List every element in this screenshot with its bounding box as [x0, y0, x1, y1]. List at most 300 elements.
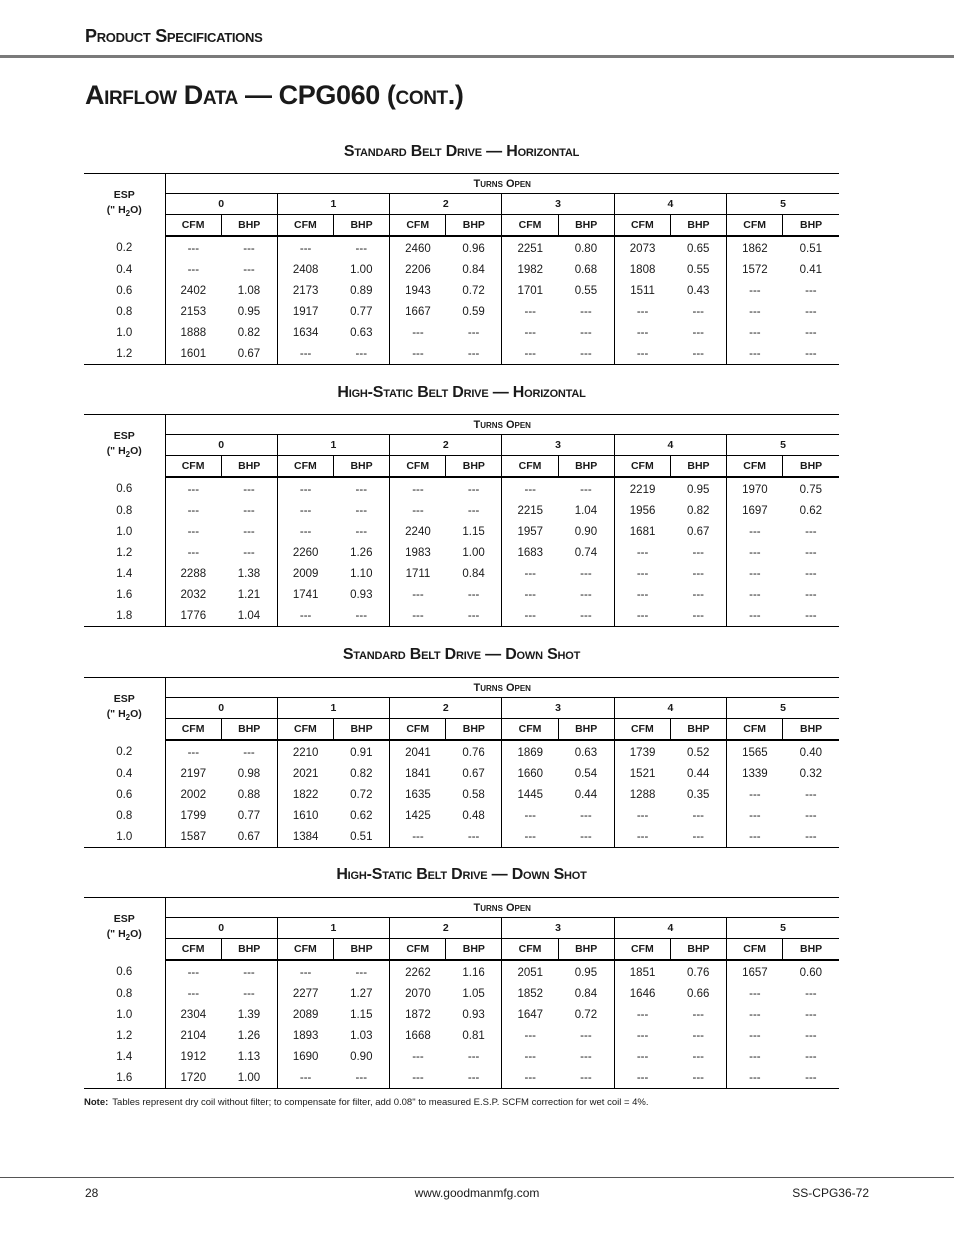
- esp-unit-label: (" H: [106, 204, 126, 217]
- bhp-value-cell: 0.62: [799, 504, 823, 517]
- bhp-value-cell: 1.04: [574, 504, 598, 517]
- cfm-value-cell: ---: [727, 983, 783, 1004]
- bhp-value-cell: ---: [692, 546, 704, 559]
- esp-unit-suffix: O): [130, 204, 142, 217]
- cfm-header: CFM: [727, 456, 783, 478]
- cfm-header: CFM: [165, 719, 221, 741]
- footnote: [84, 1097, 649, 1108]
- table-row: [84, 960, 839, 983]
- table-row: [84, 563, 839, 584]
- cfm-value-cell: ---: [614, 605, 670, 627]
- cfm-value-cell: ---: [277, 605, 333, 627]
- bhp-value-cell: 0.93: [462, 1008, 485, 1021]
- cfm-value-cell: ---: [614, 826, 670, 848]
- bhp-header: BHP: [333, 939, 389, 961]
- cfm-value-cell: 2210: [277, 740, 333, 763]
- cfm-value-cell: ---: [502, 563, 558, 584]
- cfm-value-cell: ---: [165, 259, 221, 280]
- esp-value-cell: 0.8: [116, 809, 133, 822]
- bhp-value-cell: ---: [783, 343, 839, 365]
- cfm-value-cell: ---: [502, 826, 558, 848]
- cfm-value-cell: ---: [502, 584, 558, 605]
- bhp-value-cell: ---: [243, 966, 255, 979]
- cfm-value-cell: ---: [502, 343, 558, 365]
- cfm-value-cell: 2460: [390, 236, 446, 259]
- table-row: [84, 826, 839, 848]
- bhp-value-cell: ---: [446, 343, 502, 365]
- cfm-value-cell: ---: [390, 1046, 446, 1067]
- bhp-value-cell: 0.84: [574, 987, 598, 1000]
- bhp-value-cell: 0.67: [462, 767, 485, 780]
- cfm-value-cell: 1660: [502, 763, 558, 784]
- bhp-value-cell: 0.67: [687, 525, 710, 538]
- cfm-header: CFM: [390, 456, 446, 478]
- bhp-value-cell: 0.81: [462, 1029, 485, 1042]
- bhp-value-cell: ---: [692, 809, 704, 822]
- cfm-header: CFM: [614, 456, 670, 478]
- cfm-value-cell: 2070: [390, 983, 446, 1004]
- table-title-high-static-down-shot: High-Static Belt Drive — Down Shot: [336, 866, 587, 883]
- bhp-value-cell: ---: [805, 326, 817, 339]
- cfm-value-cell: ---: [727, 826, 783, 848]
- website-link[interactable]: www.goodmanmfg.com: [414, 1186, 540, 1200]
- bhp-value-cell: 0.93: [350, 588, 373, 601]
- cfm-value-cell: 1720: [165, 1067, 221, 1089]
- cfm-value-cell: 2153: [165, 301, 221, 322]
- bhp-value-cell: ---: [243, 987, 255, 1000]
- cfm-value-cell: ---: [727, 584, 783, 605]
- cfm-value-cell: ---: [727, 1046, 783, 1067]
- cfm-value-cell: ---: [614, 301, 670, 322]
- esp-unit-subscript: 2: [125, 209, 131, 219]
- esp-value-cell: 1.6: [116, 588, 133, 601]
- esp-value-cell: 1.0: [116, 1008, 133, 1021]
- turns-column-header: 0: [165, 435, 277, 456]
- bhp-value-cell: 0.77: [350, 305, 373, 318]
- bhp-value-cell: ---: [446, 1067, 502, 1089]
- bhp-value-cell: 0.90: [350, 1050, 373, 1063]
- esp-unit-suffix: O): [130, 928, 142, 941]
- table-row: [84, 259, 839, 280]
- cfm-value-cell: ---: [727, 1004, 783, 1025]
- cfm-value-cell: 1657: [727, 960, 783, 983]
- bhp-value-cell: ---: [446, 605, 502, 627]
- cfm-value-cell: ---: [165, 740, 221, 763]
- bhp-value-cell: 0.32: [799, 767, 823, 780]
- table-row: [84, 740, 839, 763]
- bhp-value-cell: 0.89: [350, 284, 373, 297]
- bhp-value-cell: ---: [558, 343, 614, 365]
- cfm-header: CFM: [165, 456, 221, 478]
- cfm-header: CFM: [502, 456, 558, 478]
- turns-column-header: 2: [390, 194, 502, 215]
- bhp-value-cell: 0.98: [237, 767, 261, 780]
- cfm-value-cell: 1587: [165, 826, 221, 848]
- esp-value-cell: 1.0: [116, 525, 133, 538]
- bhp-value-cell: ---: [333, 1067, 389, 1089]
- bhp-value-cell: 0.40: [799, 746, 823, 759]
- cfm-value-cell: 2402: [165, 280, 221, 301]
- section-header: Product Specifications: [85, 26, 263, 46]
- table-row: [84, 500, 839, 521]
- cfm-value-cell: ---: [502, 805, 558, 826]
- bhp-value-cell: 0.51: [333, 826, 389, 848]
- table-row: [84, 301, 839, 322]
- esp-value-cell: 1.2: [84, 343, 165, 365]
- bhp-value-cell: 0.63: [350, 326, 373, 339]
- bhp-value-cell: ---: [783, 605, 839, 627]
- turns-column-header: 1: [277, 698, 389, 719]
- cfm-value-cell: 2408: [277, 259, 333, 280]
- bhp-value-cell: ---: [580, 588, 592, 601]
- bhp-value-cell: 0.67: [221, 343, 277, 365]
- esp-value-cell: 1.4: [116, 1050, 133, 1063]
- bhp-value-cell: 0.95: [687, 483, 710, 496]
- cfm-value-cell: ---: [502, 1046, 558, 1067]
- cfm-value-cell: 1690: [277, 1046, 333, 1067]
- cfm-value-cell: 2104: [165, 1025, 221, 1046]
- cfm-value-cell: ---: [277, 343, 333, 365]
- note-text: Tables represent dry coil without filter; to compensate for filter, add 0.08" to measured E.S.P. SCFM correction for wet coil = 4%.: [112, 1097, 649, 1108]
- bhp-value-cell: ---: [692, 1029, 704, 1042]
- cfm-value-cell: ---: [277, 960, 333, 983]
- cfm-value-cell: ---: [277, 1067, 333, 1089]
- bhp-value-cell: ---: [558, 826, 614, 848]
- cfm-value-cell: ---: [390, 322, 446, 343]
- cfm-value-cell: ---: [614, 1004, 670, 1025]
- bhp-value-cell: 1.27: [350, 987, 373, 1000]
- cfm-header: CFM: [277, 456, 333, 478]
- bhp-header: BHP: [333, 215, 389, 237]
- table-row: [84, 343, 839, 365]
- bhp-value-cell: 0.76: [462, 746, 485, 759]
- cfm-value-cell: 1683: [502, 542, 558, 563]
- bhp-value-cell: ---: [558, 1067, 614, 1089]
- document-id: SS-CPG36-72: [792, 1186, 869, 1200]
- esp-unit-subscript: 2: [125, 713, 131, 723]
- cfm-value-cell: 1425: [390, 805, 446, 826]
- bhp-value-cell: ---: [467, 1050, 480, 1063]
- cfm-value-cell: ---: [390, 826, 446, 848]
- bhp-value-cell: ---: [243, 242, 255, 255]
- cfm-value-cell: 1697: [727, 500, 783, 521]
- cfm-value-cell: 1983: [390, 542, 446, 563]
- bhp-value-cell: ---: [805, 305, 817, 318]
- bhp-value-cell: ---: [805, 788, 817, 801]
- bhp-value-cell: 1.26: [237, 1029, 261, 1042]
- cfm-header: CFM: [502, 719, 558, 741]
- cfm-value-cell: ---: [390, 584, 446, 605]
- bhp-value-cell: ---: [692, 1008, 704, 1021]
- bhp-value-cell: 1.05: [462, 987, 485, 1000]
- bhp-value-cell: 0.43: [687, 284, 710, 297]
- cfm-value-cell: 1852: [502, 983, 558, 1004]
- turns-column-header: 5: [727, 194, 839, 215]
- table-row: [84, 542, 839, 563]
- table-title-high-static-horizontal: High-Static Belt Drive — Horizontal: [337, 384, 586, 401]
- bhp-header: BHP: [333, 719, 389, 741]
- bhp-value-cell: 0.65: [687, 242, 710, 255]
- cfm-value-cell: 1799: [165, 805, 221, 826]
- table-row: [84, 236, 839, 259]
- cfm-value-cell: 1912: [165, 1046, 221, 1067]
- turns-open-header: Turns Open: [165, 898, 839, 918]
- esp-value-cell: 1.8: [84, 605, 165, 627]
- cfm-value-cell: 1681: [614, 521, 670, 542]
- bhp-value-cell: ---: [805, 525, 817, 538]
- cfm-value-cell: 1565: [727, 740, 783, 763]
- bhp-value-cell: ---: [467, 588, 480, 601]
- bhp-value-cell: ---: [805, 1008, 817, 1021]
- cfm-value-cell: 1862: [727, 236, 783, 259]
- cfm-value-cell: 2173: [277, 280, 333, 301]
- turns-column-header: 4: [614, 918, 726, 939]
- esp-header: [84, 678, 165, 741]
- bhp-value-cell: 1.39: [237, 1008, 261, 1021]
- bhp-value-cell: ---: [467, 483, 480, 496]
- cfm-value-cell: 1869: [502, 740, 558, 763]
- bhp-value-cell: 1.04: [221, 605, 277, 627]
- bhp-value-cell: 0.96: [462, 242, 485, 255]
- cfm-value-cell: ---: [614, 542, 670, 563]
- esp-unit-subscript: 2: [125, 933, 131, 943]
- bhp-value-cell: ---: [243, 746, 255, 759]
- bhp-value-cell: 0.82: [350, 767, 373, 780]
- bhp-value-cell: 1.00: [221, 1067, 277, 1089]
- bhp-value-cell: 0.52: [687, 746, 710, 759]
- bhp-value-cell: ---: [243, 504, 255, 517]
- cfm-value-cell: 1957: [502, 521, 558, 542]
- page-number: 28: [85, 1186, 99, 1200]
- cfm-value-cell: 1668: [390, 1025, 446, 1046]
- cfm-value-cell: 2206: [390, 259, 446, 280]
- airflow-table-high-static-down-shot: [84, 897, 839, 1089]
- cfm-value-cell: ---: [165, 542, 221, 563]
- bhp-header: BHP: [221, 215, 277, 237]
- table-row: [84, 1025, 839, 1046]
- cfm-header: CFM: [277, 939, 333, 961]
- cfm-value-cell: ---: [502, 322, 558, 343]
- bhp-header: BHP: [783, 939, 839, 961]
- cfm-value-cell: ---: [727, 280, 783, 301]
- bhp-value-cell: ---: [692, 1050, 704, 1063]
- bhp-value-cell: ---: [333, 343, 389, 365]
- bhp-value-cell: 0.72: [462, 284, 485, 297]
- cfm-value-cell: 1647: [502, 1004, 558, 1025]
- bhp-value-cell: ---: [467, 326, 480, 339]
- bhp-value-cell: 0.44: [574, 788, 598, 801]
- turns-column-header: 1: [277, 918, 389, 939]
- esp-unit-subscript: 2: [125, 450, 131, 460]
- table-row: [84, 605, 839, 627]
- bhp-value-cell: 1.21: [237, 588, 261, 601]
- turns-open-header: Turns Open: [165, 678, 839, 698]
- bhp-value-cell: ---: [243, 483, 255, 496]
- bhp-value-cell: 0.91: [350, 746, 373, 759]
- table-row: [84, 1046, 839, 1067]
- cfm-value-cell: 2215: [502, 500, 558, 521]
- airflow-table-standard-down-shot: [84, 677, 839, 848]
- turns-column-header: 1: [277, 435, 389, 456]
- cfm-value-cell: ---: [727, 521, 783, 542]
- bhp-value-cell: ---: [692, 305, 704, 318]
- table-row: [84, 983, 839, 1004]
- bhp-header: BHP: [333, 456, 389, 478]
- bhp-value-cell: ---: [805, 588, 817, 601]
- turns-column-header: 3: [502, 698, 614, 719]
- cfm-value-cell: ---: [165, 983, 221, 1004]
- cfm-value-cell: 2002: [165, 784, 221, 805]
- cfm-value-cell: 2032: [165, 584, 221, 605]
- bhp-value-cell: ---: [580, 1050, 592, 1063]
- bhp-value-cell: 0.82: [237, 326, 261, 339]
- bhp-value-cell: 0.95: [574, 966, 598, 979]
- esp-label: ESP: [113, 913, 135, 926]
- cfm-value-cell: 1808: [614, 259, 670, 280]
- bhp-value-cell: ---: [243, 525, 255, 538]
- cfm-header: CFM: [614, 939, 670, 961]
- cfm-value-cell: ---: [727, 322, 783, 343]
- esp-value-cell: 0.2: [116, 746, 133, 758]
- turns-column-header: 5: [727, 918, 839, 939]
- bhp-value-cell: ---: [783, 1067, 839, 1089]
- cfm-value-cell: 2240: [390, 521, 446, 542]
- bhp-value-cell: 0.35: [687, 788, 710, 801]
- cfm-value-cell: 2009: [277, 563, 333, 584]
- cfm-value-cell: ---: [727, 1067, 783, 1089]
- esp-value-cell: 0.6: [116, 483, 133, 495]
- bhp-value-cell: 0.48: [462, 809, 485, 822]
- cfm-value-cell: ---: [502, 477, 558, 500]
- bhp-value-cell: ---: [580, 809, 592, 822]
- turns-column-header: 3: [502, 194, 614, 215]
- turns-column-header: 1: [277, 194, 389, 215]
- cfm-header: CFM: [277, 215, 333, 237]
- cfm-value-cell: 1667: [390, 301, 446, 322]
- bhp-header: BHP: [670, 939, 726, 961]
- cfm-value-cell: 1601: [165, 343, 221, 365]
- cfm-header: CFM: [502, 939, 558, 961]
- cfm-header: CFM: [614, 215, 670, 237]
- esp-value-cell: 1.2: [116, 1029, 133, 1042]
- bhp-value-cell: ---: [783, 826, 839, 848]
- turns-column-header: 2: [390, 918, 502, 939]
- cfm-header: CFM: [165, 939, 221, 961]
- cfm-value-cell: ---: [165, 521, 221, 542]
- page-title: Airflow Data — CPG060 (cont.): [85, 80, 464, 110]
- bhp-value-cell: ---: [692, 588, 704, 601]
- cfm-header: CFM: [165, 215, 221, 237]
- table-row: [84, 805, 839, 826]
- bhp-value-cell: ---: [805, 284, 817, 297]
- cfm-header: CFM: [390, 939, 446, 961]
- airflow-table-standard-horizontal: [84, 173, 839, 365]
- cfm-value-cell: ---: [614, 805, 670, 826]
- bhp-value-cell: 0.66: [687, 987, 710, 1000]
- esp-unit-label: (" H: [106, 928, 126, 941]
- table-row: [84, 763, 839, 784]
- cfm-value-cell: 1384: [277, 826, 333, 848]
- cfm-value-cell: ---: [727, 605, 783, 627]
- bhp-value-cell: 1.08: [237, 284, 261, 297]
- bhp-value-cell: ---: [580, 1029, 592, 1042]
- bhp-value-cell: 1.15: [462, 525, 485, 538]
- turns-column-header: 2: [390, 698, 502, 719]
- cfm-value-cell: 1982: [502, 259, 558, 280]
- bhp-header: BHP: [670, 215, 726, 237]
- cfm-header: CFM: [390, 215, 446, 237]
- bhp-header: BHP: [670, 719, 726, 741]
- turns-column-header: 4: [614, 698, 726, 719]
- bhp-value-cell: 0.55: [574, 284, 598, 297]
- cfm-value-cell: ---: [165, 500, 221, 521]
- turns-column-header: 2: [390, 435, 502, 456]
- table-row: [84, 322, 839, 343]
- bhp-value-cell: 1.10: [350, 567, 373, 580]
- cfm-value-cell: 1634: [277, 322, 333, 343]
- esp-value-cell: 0.4: [116, 767, 133, 780]
- bhp-value-cell: ---: [670, 605, 726, 627]
- cfm-value-cell: ---: [502, 1025, 558, 1046]
- cfm-value-cell: ---: [502, 301, 558, 322]
- cfm-value-cell: ---: [390, 605, 446, 627]
- cfm-header: CFM: [727, 939, 783, 961]
- bhp-value-cell: ---: [692, 326, 704, 339]
- cfm-value-cell: 2073: [614, 236, 670, 259]
- bhp-value-cell: ---: [446, 826, 502, 848]
- bhp-value-cell: 0.63: [574, 746, 598, 759]
- cfm-value-cell: 1943: [390, 280, 446, 301]
- bhp-value-cell: ---: [580, 567, 592, 580]
- esp-header: [84, 415, 165, 478]
- esp-value-cell: 0.8: [116, 504, 133, 517]
- bhp-value-cell: 0.72: [574, 1008, 598, 1021]
- esp-value-cell: 0.4: [116, 263, 133, 276]
- bhp-value-cell: 0.80: [574, 242, 598, 255]
- bhp-value-cell: 0.59: [462, 305, 485, 318]
- bhp-value-cell: 1.13: [237, 1050, 261, 1063]
- esp-label: ESP: [113, 693, 135, 706]
- cfm-value-cell: 1610: [277, 805, 333, 826]
- table-row: [84, 521, 839, 542]
- bhp-value-cell: ---: [580, 305, 592, 318]
- cfm-value-cell: ---: [614, 343, 670, 365]
- esp-label: ESP: [113, 189, 135, 202]
- bhp-value-cell: ---: [580, 326, 592, 339]
- bhp-header: BHP: [446, 456, 502, 478]
- cfm-value-cell: ---: [614, 322, 670, 343]
- turns-column-header: 0: [165, 698, 277, 719]
- turns-column-header: 0: [165, 918, 277, 939]
- bhp-header: BHP: [558, 719, 614, 741]
- esp-header: [84, 898, 165, 961]
- cfm-header: CFM: [502, 215, 558, 237]
- esp-unit-suffix: O): [130, 445, 142, 458]
- bhp-value-cell: 0.77: [237, 809, 261, 822]
- cfm-value-cell: 1521: [614, 763, 670, 784]
- bhp-value-cell: 0.41: [799, 263, 823, 276]
- esp-label: ESP: [113, 430, 135, 443]
- bhp-value-cell: 1.00: [462, 546, 485, 559]
- esp-value-cell: 0.8: [116, 987, 133, 1000]
- cfm-value-cell: 1776: [165, 605, 221, 627]
- bhp-value-cell: ---: [670, 1067, 726, 1089]
- cfm-value-cell: 2219: [614, 477, 670, 500]
- esp-value-cell: 0.6: [116, 284, 133, 297]
- esp-value-cell: 1.4: [116, 567, 133, 580]
- cfm-header: CFM: [277, 719, 333, 741]
- bhp-value-cell: ---: [243, 546, 255, 559]
